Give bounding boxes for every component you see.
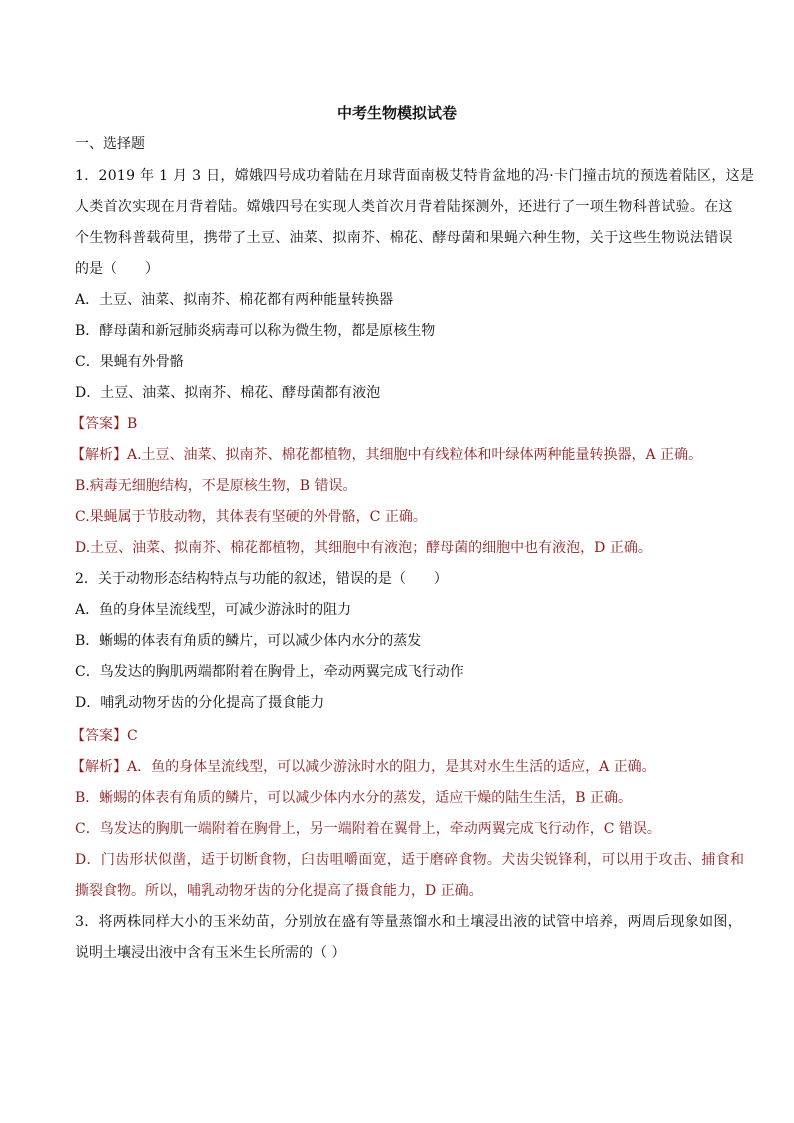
question-1-option-d: D．土豆、油菜、拟南芥、棉花、酵母菌都有液泡	[75, 385, 381, 401]
question-1-analysis-line: D.土豆、油菜、拟南芥、棉花都植物，其细胞中有液泡；酵母菌的细胞中也有液泡，D 正确。	[75, 540, 652, 556]
question-2-option-a: A．鱼的身体呈流线型，可减少游泳时的阻力	[75, 602, 352, 618]
question-2-analysis-line: 撕裂食物。所以，哺乳动物牙齿的分化提高了摄食能力，D 正确。	[75, 883, 483, 899]
question-2-analysis-line: B．蜥蜴的体表有角质的鳞片，可以减少体内水分的蒸发，适应干燥的陆生生活，B 正确。	[75, 790, 633, 806]
question-1-option-c: C．果蝇有外骨骼	[75, 354, 184, 370]
question-1-option-a: A．土豆、油菜、拟南芥、棉花都有两种能量转换器	[75, 292, 394, 308]
question-1-stem-line: 的是（ ）	[75, 261, 159, 277]
question-2-option-b: B．蜥蜴的体表有角质的鳞片，可以减少体内水分的蒸发	[75, 633, 422, 649]
question-1-analysis-line: B.病毒无细胞结构，不是原核生物，B 错误。	[75, 478, 357, 494]
section-heading: 一、选择题	[75, 136, 145, 152]
question-1-answer: 【答案】B	[71, 416, 138, 432]
question-1-analysis-line: C.果蝇属于节肢动物，其体表有坚硬的外骨骼，C 正确。	[75, 509, 427, 525]
question-3-stem-line: 3．将两株同样大小的玉米幼苗，分别放在盛有等量蒸馏水和土壤浸出液的试管中培养，两周后现象如图，	[75, 914, 743, 930]
question-2-stem-line: 2．关于动物形态结构特点与功能的叙述，错误的是（ ）	[75, 571, 448, 587]
question-1-stem-line: 个生物科普载荷里，携带了土豆、油菜、拟南芥、棉花、酵母菌和果蝇六种生物，关于这些生物说法错误	[75, 230, 733, 246]
question-1-analysis-line: 【解析】A.土豆、油菜、拟南芥、棉花都植物，其细胞中有线粒体和叶绿体两种能量转换器，A 正确。	[71, 447, 703, 463]
page-title: 中考生物模拟试卷	[336, 104, 457, 122]
question-2-option-c: C．鸟发达的胸肌两端都附着在胸骨上，牵动两翼完成飞行动作	[75, 664, 464, 680]
question-1-option-b: B．酵母菌和新冠肺炎病毒可以称为微生物，都是原核生物	[75, 323, 436, 339]
question-1-stem-line: 人类首次实现在月背着陆。嫦娥四号在实现人类首次月背着陆探测外，还进行了一项生物科普试验。在这	[75, 199, 733, 215]
question-2-analysis-line: 【解析】A．鱼的身体呈流线型，可以减少游泳时水的阻力，是其对水生生活的适应，A 正确。	[71, 759, 656, 775]
question-3-stem-line: 说明土壤浸出液中含有玉米生长所需的（ ）	[75, 945, 346, 961]
question-2-option-d: D．哺乳动物牙齿的分化提高了摄食能力	[75, 695, 325, 711]
question-2-analysis-line: D．门齿形状似凿，适于切断食物，臼齿咀嚼面宽，适于磨碎食物。犬齿尖锐锋利，可以用于攻击、捕食和	[75, 852, 745, 868]
question-2-analysis-line: C．鸟发达的胸肌一端附着在胸骨上，另一端附着在翼骨上，牵动两翼完成飞行动作，C 错误。	[75, 821, 661, 837]
question-1-stem-line: 1．2019 年 1 月 3 日，嫦娥四号成功着陆在月球背面南极艾特肯盆地的冯·卡门撞击坑的预选着陆区，这是	[75, 168, 755, 184]
question-2-answer: 【答案】C	[71, 728, 138, 744]
